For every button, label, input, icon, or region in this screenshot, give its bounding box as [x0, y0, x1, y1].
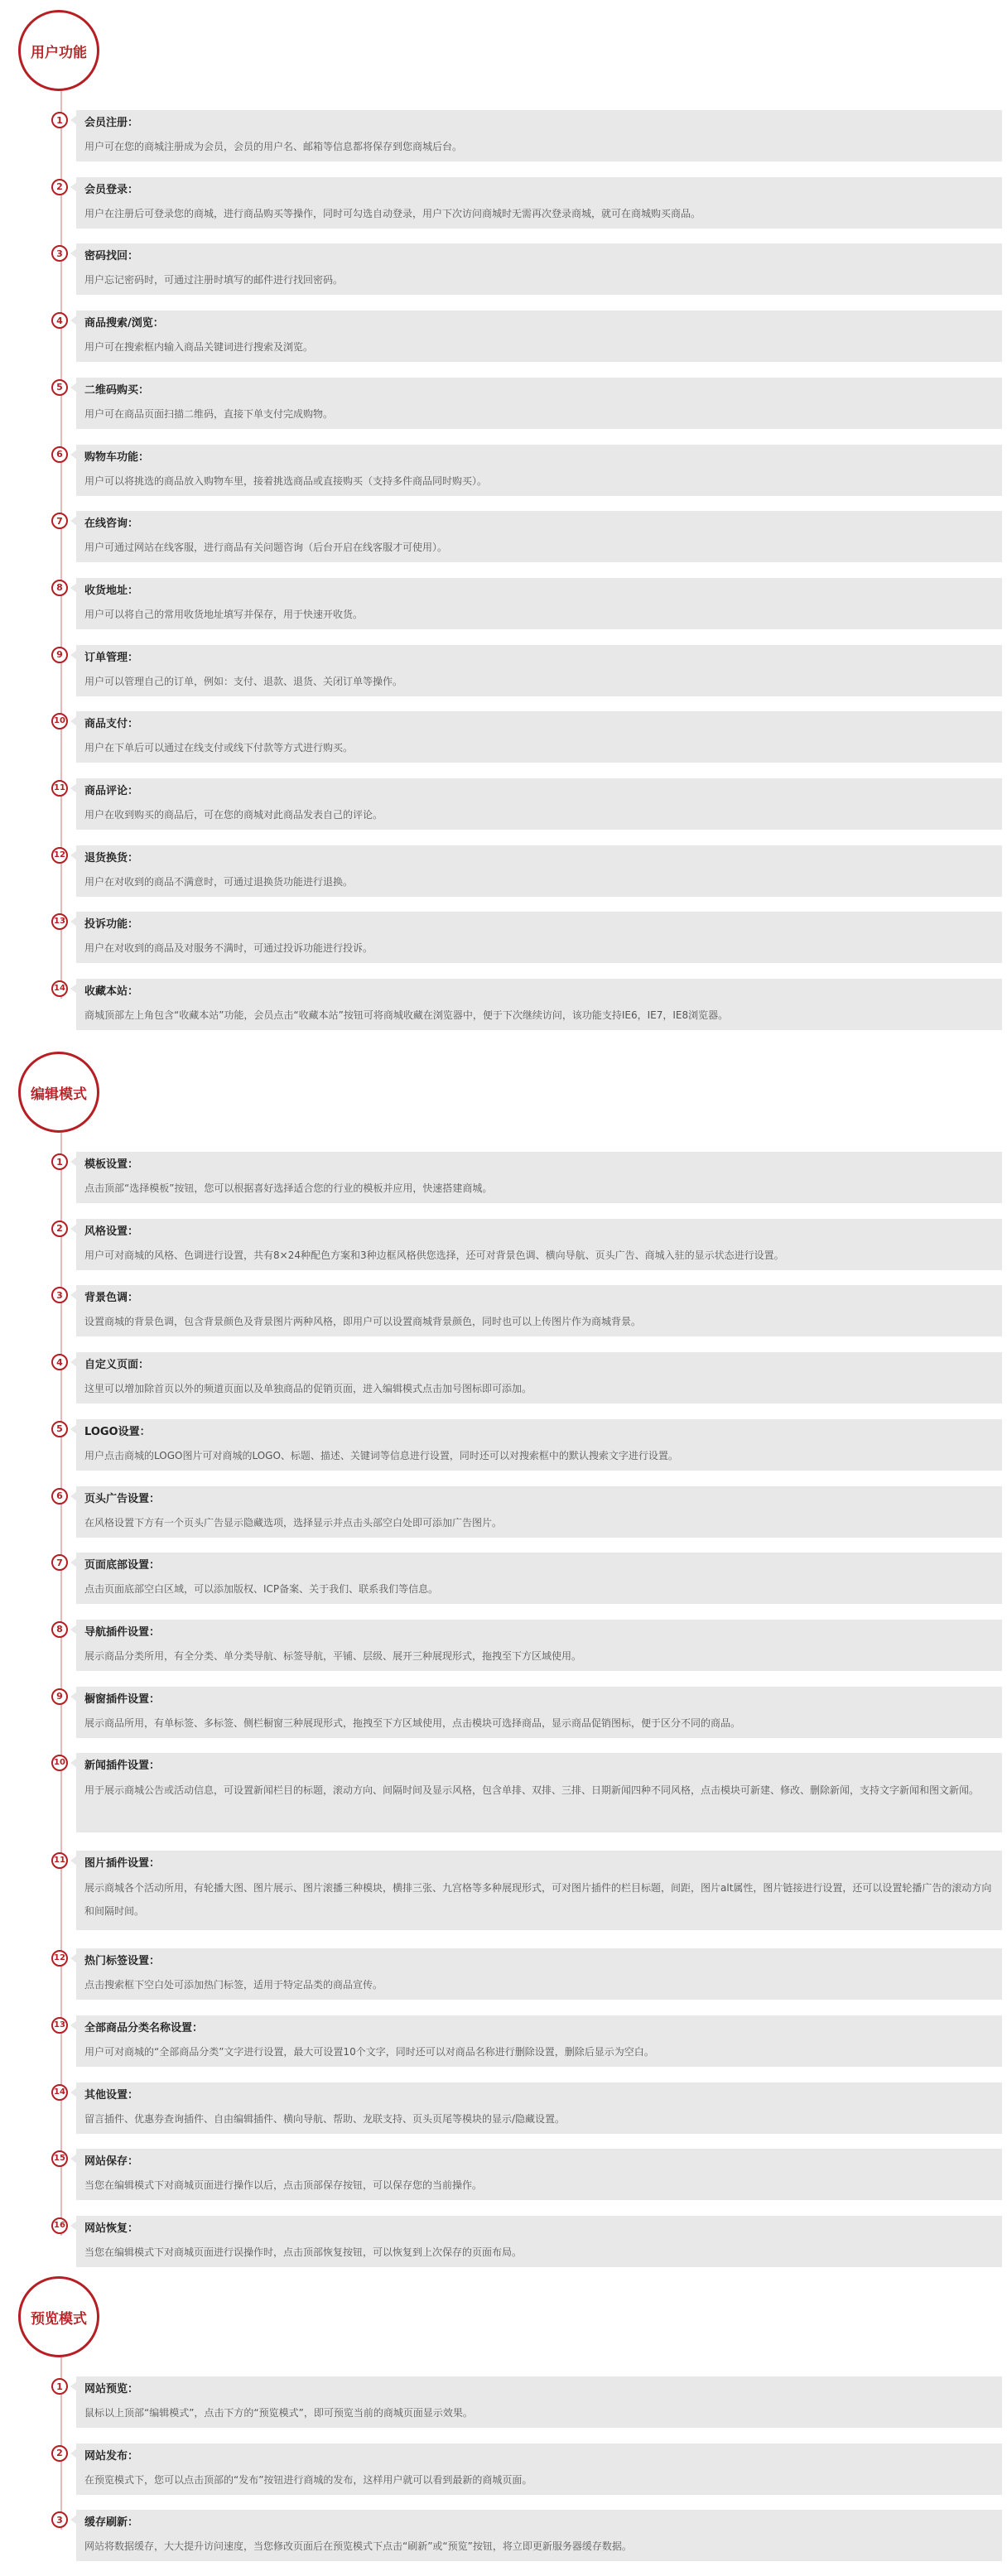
item-description: 这里可以增加除首页以外的频道页面以及单独商品的促销页面，进入编辑模式点击加号图标即可添加。: [84, 1383, 532, 1395]
item-card: [76, 2444, 1002, 2495]
feature-item: [50, 311, 1002, 362]
feature-item: [50, 2149, 1002, 2200]
feature-item: [50, 2082, 1002, 2134]
item-number-badge: 9: [51, 647, 68, 663]
item-description: 用于展示商城公告或活动信息，可设置新闻栏目的标题，滚动方向、间隔时间及显示风格，包含单排、双排、三排、日期新闻四种不同风格，点击模块可新建、修改、删除新闻，支持文字新闻和图文新闻。: [84, 1784, 980, 1797]
item-title: 风格设置：: [84, 1225, 139, 1238]
item-description: 点击顶部“选择模板”按钮，您可以根据喜好选择适合您的行业的模板并应用，快速搭建商城。: [84, 1182, 493, 1194]
item-card: [76, 378, 1002, 429]
item-card: [76, 2082, 1002, 2134]
feature-item: [50, 1219, 1002, 1270]
feature-item: [50, 578, 1002, 629]
item-number-badge: 1: [51, 2378, 68, 2395]
item-title: 图片插件设置：: [84, 1857, 161, 1871]
item-number-badge: 11: [51, 1852, 68, 1869]
item-card: [76, 2376, 1002, 2428]
item-title: 二维码购买：: [84, 383, 150, 397]
item-description: 用户在下单后可以通过在线支付或线下付款等方式进行购买。: [84, 742, 354, 754]
feature-item: [50, 110, 1002, 161]
item-description: 用户可对商城的“全部商品分类”文字进行设置，最大可设置10个文字，同时还可以对商品名称进行删除设置，删除后显示为空白。: [84, 2046, 654, 2058]
item-number-badge: 12: [51, 1950, 68, 1967]
item-description: 用户点击商城的LOGO图片可对商城的LOGO、标题、描述、关键词等信息进行设置，同时还可以对搜索框中的默认搜索文字进行设置。: [84, 1449, 678, 1461]
item-description: 在预览模式下，您可以点击顶部的“发布”按钮进行商城的发布，这样用户就可以看到最新的商城页面。: [84, 2473, 532, 2486]
item-title: 在线咨询：: [84, 518, 139, 531]
item-card: [76, 177, 1002, 229]
item-description: 用户可以将自己的常用收货地址填写并保存，用于快速开收货。: [84, 608, 364, 620]
item-title: 自定义页面：: [84, 1359, 150, 1372]
item-title: 会员登录：: [84, 183, 139, 196]
feature-item: [50, 2216, 1002, 2267]
item-number-badge: 5: [51, 379, 68, 396]
feature-item: [50, 1285, 1002, 1336]
item-card: [76, 912, 1002, 963]
item-card: [76, 311, 1002, 362]
item-title: 收货地址：: [84, 584, 139, 597]
item-description: 用户可在搜索框内输入商品关键词进行搜索及浏览。: [84, 341, 314, 354]
item-description: 当您在编辑模式下对商城页面进行误操作时，点击顶部恢复按钮，可以恢复到上次保存的页面布局。: [84, 2246, 523, 2259]
item-card: [76, 1687, 1002, 1738]
item-description: 鼠标以上顶部“编辑模式”，点击下方的“预览模式”，即可预览当前的商城页面显示效果。: [84, 2407, 473, 2419]
feature-item: [50, 1352, 1002, 1404]
item-number-badge: 16: [51, 2217, 68, 2234]
item-number-badge: 1: [51, 112, 68, 128]
item-card: [76, 1152, 1002, 1203]
item-title: 退货换货：: [84, 851, 139, 864]
item-card: [76, 1753, 1002, 1832]
item-description: 用户可对商城的风格、色调进行设置，共有8×24种配色方案和3种边框风格供您选择，还可对背景色调、横向导航、页头广告、商城入驻的显示状态进行设置。: [84, 1249, 784, 1261]
item-card: [76, 2015, 1002, 2067]
item-title: 新闻插件设置：: [84, 1760, 161, 1773]
item-title: 橱窗插件设置：: [84, 1692, 161, 1706]
feature-item: [50, 1553, 1002, 1604]
item-number-badge: 4: [51, 312, 68, 329]
item-description: 用户在注册后可登录您的商城，进行商品购买等操作，同时可勾选自动登录，用户下次访问商城时无需再次登录商城，就可在商城购买商品。: [84, 207, 701, 219]
item-number-badge: 2: [51, 179, 68, 195]
item-number-badge: 14: [51, 2084, 68, 2101]
item-title: 商品搜索/浏览：: [84, 317, 164, 330]
item-number-badge: 3: [51, 245, 68, 262]
item-number-badge: 9: [51, 1688, 68, 1705]
item-title: 密码找回：: [84, 250, 139, 263]
item-title: 收藏本站：: [84, 985, 139, 999]
item-number-badge: 8: [51, 1621, 68, 1638]
item-description: 展示商品所用，有单标签、多标签、侧栏橱窗三种展现形式，拖拽至下方区域使用，点击模块可选择商品，显示商品促销图标，便于区分不同的商品。: [84, 1717, 741, 1729]
feature-item: [50, 511, 1002, 562]
item-card: [76, 110, 1002, 161]
item-title: 其他设置：: [84, 2088, 139, 2102]
item-title: 商品评论：: [84, 785, 139, 797]
item-card: [76, 1219, 1002, 1270]
item-number-badge: 11: [51, 780, 68, 797]
feature-item: [50, 912, 1002, 963]
item-description: 用户在收到购买的商品后，可在您的商城对此商品发表自己的评论。: [84, 809, 383, 821]
item-description: 用户可以将挑选的商品放入购物车里，接着挑选商品或直接购买（支持多件商品同时购买）。: [84, 474, 488, 487]
item-card: [76, 845, 1002, 897]
item-card: [76, 1486, 1002, 1538]
feature-item: [50, 378, 1002, 429]
feature-item: [50, 2376, 1002, 2428]
item-description: 用户忘记密码时，可通过注册时填写的邮件进行找回密码。: [84, 274, 344, 286]
feature-item: [50, 1948, 1002, 2000]
item-card: [76, 1620, 1002, 1671]
section-title: 编辑模式: [18, 1052, 99, 1133]
item-card: [76, 778, 1002, 830]
feature-item: [50, 2444, 1002, 2495]
item-card: [76, 1352, 1002, 1404]
item-number-badge: 14: [51, 980, 68, 997]
item-description: 当您在编辑模式下对商城页面进行操作以后，点击顶部保存按钮，可以保存您的当前操作。: [84, 2179, 483, 2192]
feature-item: [50, 1620, 1002, 1671]
feature-item: [50, 1753, 1002, 1832]
item-number-badge: 5: [51, 1421, 68, 1437]
item-title: 会员注册：: [84, 117, 139, 129]
item-number-badge: 4: [51, 1354, 68, 1370]
item-description: 展示商品分类所用，有全分类、单分类导航、标签导航，平铺、层级、展开三种展现形式，拖拽至下方区域使用。: [84, 1649, 582, 1662]
item-number-badge: 6: [51, 446, 68, 463]
item-number-badge: 8: [51, 580, 68, 596]
item-description: 在风格设置下方有一个页头广告显示隐藏选项，选择显示并点击头部空白处即可添加广告图片。: [84, 1516, 503, 1529]
item-card: [76, 979, 1002, 1030]
item-title: 网站预览：: [84, 2383, 139, 2395]
item-number-badge: 3: [51, 1287, 68, 1303]
feature-item: [50, 979, 1002, 1030]
section-title: 预览模式: [18, 2276, 99, 2357]
feature-item: [50, 445, 1002, 496]
item-number-badge: 10: [51, 1755, 68, 1771]
feature-item: [50, 243, 1002, 295]
feature-item: [50, 778, 1002, 830]
feature-item: [50, 177, 1002, 229]
item-card: [76, 445, 1002, 496]
feature-item: [50, 1419, 1002, 1471]
item-description: 展示商城各个活动所用，有轮播大图、图片展示、图片滚播三种模块，横排三张、九宫格等多种展现形式，可对图片插件的栏目标题，间距，图片alt属性，图片链接进行设置，还可以设置轮播广告的滚动方向和间隔时间。: [84, 1882, 992, 1918]
item-card: [76, 645, 1002, 696]
item-card: [76, 511, 1002, 562]
item-description: 点击搜索框下空白处可添加热门标签，适用于特定品类的商品宣传。: [84, 1979, 383, 1991]
item-title: 页头广告设置：: [84, 1492, 161, 1505]
feature-item: [50, 1851, 1002, 1930]
item-card: [76, 2216, 1002, 2267]
item-title: 网站保存：: [84, 2155, 139, 2169]
item-number-badge: 7: [51, 1554, 68, 1571]
item-title: 模板设置：: [84, 1158, 139, 1171]
item-card: [76, 711, 1002, 763]
feature-item: [50, 1687, 1002, 1738]
item-number-badge: 13: [51, 913, 68, 930]
item-number-badge: 1: [51, 1153, 68, 1170]
feature-item: [50, 1152, 1002, 1203]
item-title: 网站发布：: [84, 2449, 139, 2463]
item-title: 页面底部设置：: [84, 1559, 161, 1572]
item-number-badge: 15: [51, 2150, 68, 2167]
item-number-badge: 7: [51, 513, 68, 529]
feature-item: [50, 2510, 1002, 2561]
item-description: 点击页面底部空白区域，可以添加版权、ICP备案、关于我们、联系我们等信息。: [84, 1583, 439, 1596]
item-title: 商品支付：: [84, 718, 139, 731]
item-title: 全部商品分类名称设置：: [84, 2022, 204, 2034]
feature-item: [50, 845, 1002, 897]
item-number-badge: 3: [51, 2511, 68, 2528]
item-title: 购物车功能：: [84, 450, 150, 464]
item-title: 投诉功能：: [84, 918, 139, 932]
item-card: [76, 1285, 1002, 1336]
item-number-badge: 2: [51, 1221, 68, 1237]
item-description: 用户在对收到的商品不满意时，可通过退换货功能进行退换。: [84, 875, 354, 888]
item-number-badge: 12: [51, 847, 68, 864]
feature-item: [50, 2015, 1002, 2067]
item-title: 订单管理：: [84, 651, 139, 664]
item-description: 商城顶部左上角包含“收藏本站”功能，会员点击“收藏本站”按钮可将商城收藏在浏览器中，便于下次继续访问，该功能支持IE6，IE7，IE8浏览器。: [84, 1009, 729, 1022]
item-title: LOGO设置：: [84, 1425, 151, 1438]
item-description: 用户可在您的商城注册成为会员，会员的用户名、邮箱等信息都将保存到您商城后台。: [84, 141, 463, 152]
item-number-badge: 10: [51, 713, 68, 729]
item-description: 留言插件、优惠券查询插件、自由编辑插件、横向导航、帮助、龙联支持、页头页尾等模块的显示/隐藏设置。: [84, 2112, 566, 2125]
item-description: 用户可在商品页面扫描二维码，直接下单支付完成购物。: [84, 407, 334, 420]
item-card: [76, 1948, 1002, 2000]
item-description: 设置商城的背景色调，包含背景颜色及背景图片两种风格，即用户可以设置商城背景颜色，同时也可以上传图片作为商城背景。: [84, 1316, 642, 1328]
item-title: 背景色调：: [84, 1292, 139, 1305]
item-description: 用户在对收到的商品及对服务不满时，可通过投诉功能进行投诉。: [84, 942, 373, 955]
feature-item: [50, 645, 1002, 696]
item-description: 网站将数据缓存，大大提升访问速度，当您修改页面后在预览模式下点击“刷新”或“预览”按钮，将立即更新服务器缓存数据。: [84, 2540, 632, 2553]
item-card: [76, 1851, 1002, 1930]
item-description: 用户可以管理自己的订单，例如：支付、退款、退货、关闭订单等操作。: [84, 675, 403, 687]
item-number-badge: 13: [51, 2017, 68, 2034]
item-number-badge: 6: [51, 1488, 68, 1505]
item-card: [76, 243, 1002, 295]
item-title: 热门标签设置：: [84, 1955, 161, 1968]
feature-item: [50, 1486, 1002, 1538]
item-card: [76, 1553, 1002, 1604]
item-description: 用户可通过网站在线客服，进行商品有关问题咨询（后台开启在线客服才可使用）。: [84, 542, 448, 554]
item-title: 网站恢复：: [84, 2222, 139, 2236]
item-card: [76, 2149, 1002, 2200]
feature-item: [50, 711, 1002, 763]
section-title: 用户功能: [18, 10, 99, 91]
item-card: [76, 2510, 1002, 2561]
item-title: 导航插件设置：: [84, 1625, 161, 1639]
item-title: 缓存刷新：: [84, 2516, 139, 2530]
item-number-badge: 2: [51, 2445, 68, 2462]
item-card: [76, 578, 1002, 629]
item-card: [76, 1419, 1002, 1471]
